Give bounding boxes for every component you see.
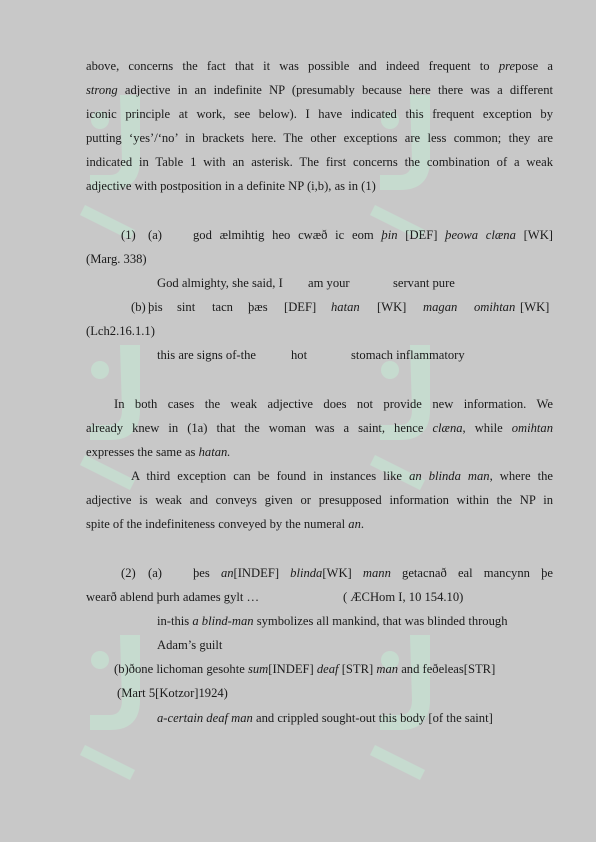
watermark-shape [80, 635, 140, 780]
ex2b-text: (b)ðone lichoman gesohte sum[INDEF] deaf [STR] man and feðeleas[STR] [114, 662, 496, 676]
ex2a-line-2: wearð ablend þurh adames gylt … [86, 590, 260, 604]
ex1a-reference: (Marg. 338) [86, 252, 147, 266]
p3-line-1: A third exception can be found in instances like an blinda man, where the [131, 469, 553, 483]
ex1b-label: (b) [131, 300, 146, 314]
ex1a-gloss-2: am your [308, 276, 350, 290]
p3-line-3: spite of the indefiniteness conveyed by the numeral an. [86, 517, 365, 531]
ex2a-reference: ( ÆCHom I, 10 154.10) [343, 590, 464, 604]
ex1-number: (1) [121, 228, 136, 242]
p1-line-6: adjective with postposition in a definite NP (i,b), as in (1) [86, 179, 376, 193]
p1-line-5: indicated in Table 1 with an asterisk. The first concerns the combination of a weak [86, 155, 553, 169]
ex1a-gloss-3: servant pure [393, 276, 455, 290]
p3-line-2: adjective is weak and conveys given or presupposed information within the NP in [86, 493, 553, 507]
ex1b-word-7: [WK] [377, 300, 407, 314]
ex1b-reference: (Lch2.16.1.1) [86, 324, 155, 338]
p2-line-1: In both cases the weak adjective does not provide new information. We [114, 397, 553, 411]
ex1b-gloss-2: hot [291, 348, 308, 362]
ex1a-text: god ælmihtig heo cwæð ic eom þin [DEF] þeowa clæna [WK] [193, 228, 553, 242]
ex1b-word-2: sint [177, 300, 196, 314]
ex2a-text: þes an[INDEF] blinda[WK] mann getacnað eal mancynn þe [193, 566, 553, 580]
ex1b-word-10: [WK] [520, 300, 550, 314]
ex1b-word-4: þæs [248, 300, 268, 314]
ex1a-gloss-1: God almighty, she said, I [157, 276, 283, 290]
p2-line-2: already knew in (1a) that the woman was a saint, hence clæna, while omihtan [86, 421, 553, 435]
ex1b-gloss-3: stomach inflammatory [351, 348, 465, 362]
ex1a-label: (a) [148, 228, 162, 242]
watermark-shape [370, 635, 430, 780]
ex2a-gloss-1: in-this a blind-man symbolizes all mankind, that was blinded through [157, 614, 508, 628]
ex1b-word-3: tacn [212, 300, 233, 314]
ex1b-gloss-1: this are signs of-the [157, 348, 256, 362]
ex2b-gloss: a-certain deaf man and crippled sought-out this body [of the saint] [157, 711, 493, 725]
ex1b-word-9: omihtan [474, 300, 516, 314]
p1-line-4: putting ‘yes’/‘no’ in brackets here. The other exceptions are less common; they are [86, 131, 553, 145]
p1-line-1: above, concerns the fact that it was possible and indeed frequent to prepose a [86, 59, 554, 73]
p2-line-3: expresses the same as hatan. [86, 445, 231, 459]
ex1b-word-8: magan [423, 300, 458, 314]
ex2a-gloss-2: Adam’s guilt [157, 638, 223, 652]
ex1b-word-5: [DEF] [284, 300, 317, 314]
ex1b-word-6: hatan [331, 300, 360, 314]
ex2a-label: (a) [148, 566, 162, 580]
ex1b-word-1: þis [148, 300, 163, 314]
p1-line-3: iconic principle at work, see below). I have indicated this frequent exception by [86, 107, 553, 121]
p1-line-2: strong adjective in an indefinite NP (presumably because here there was a different [86, 83, 553, 97]
watermark-logo-6 [370, 630, 440, 780]
watermark-logo-5 [80, 630, 150, 780]
ex2-number: (2) [121, 566, 136, 580]
ex2b-reference: (Mart 5[Kotzor]1924) [117, 686, 228, 700]
